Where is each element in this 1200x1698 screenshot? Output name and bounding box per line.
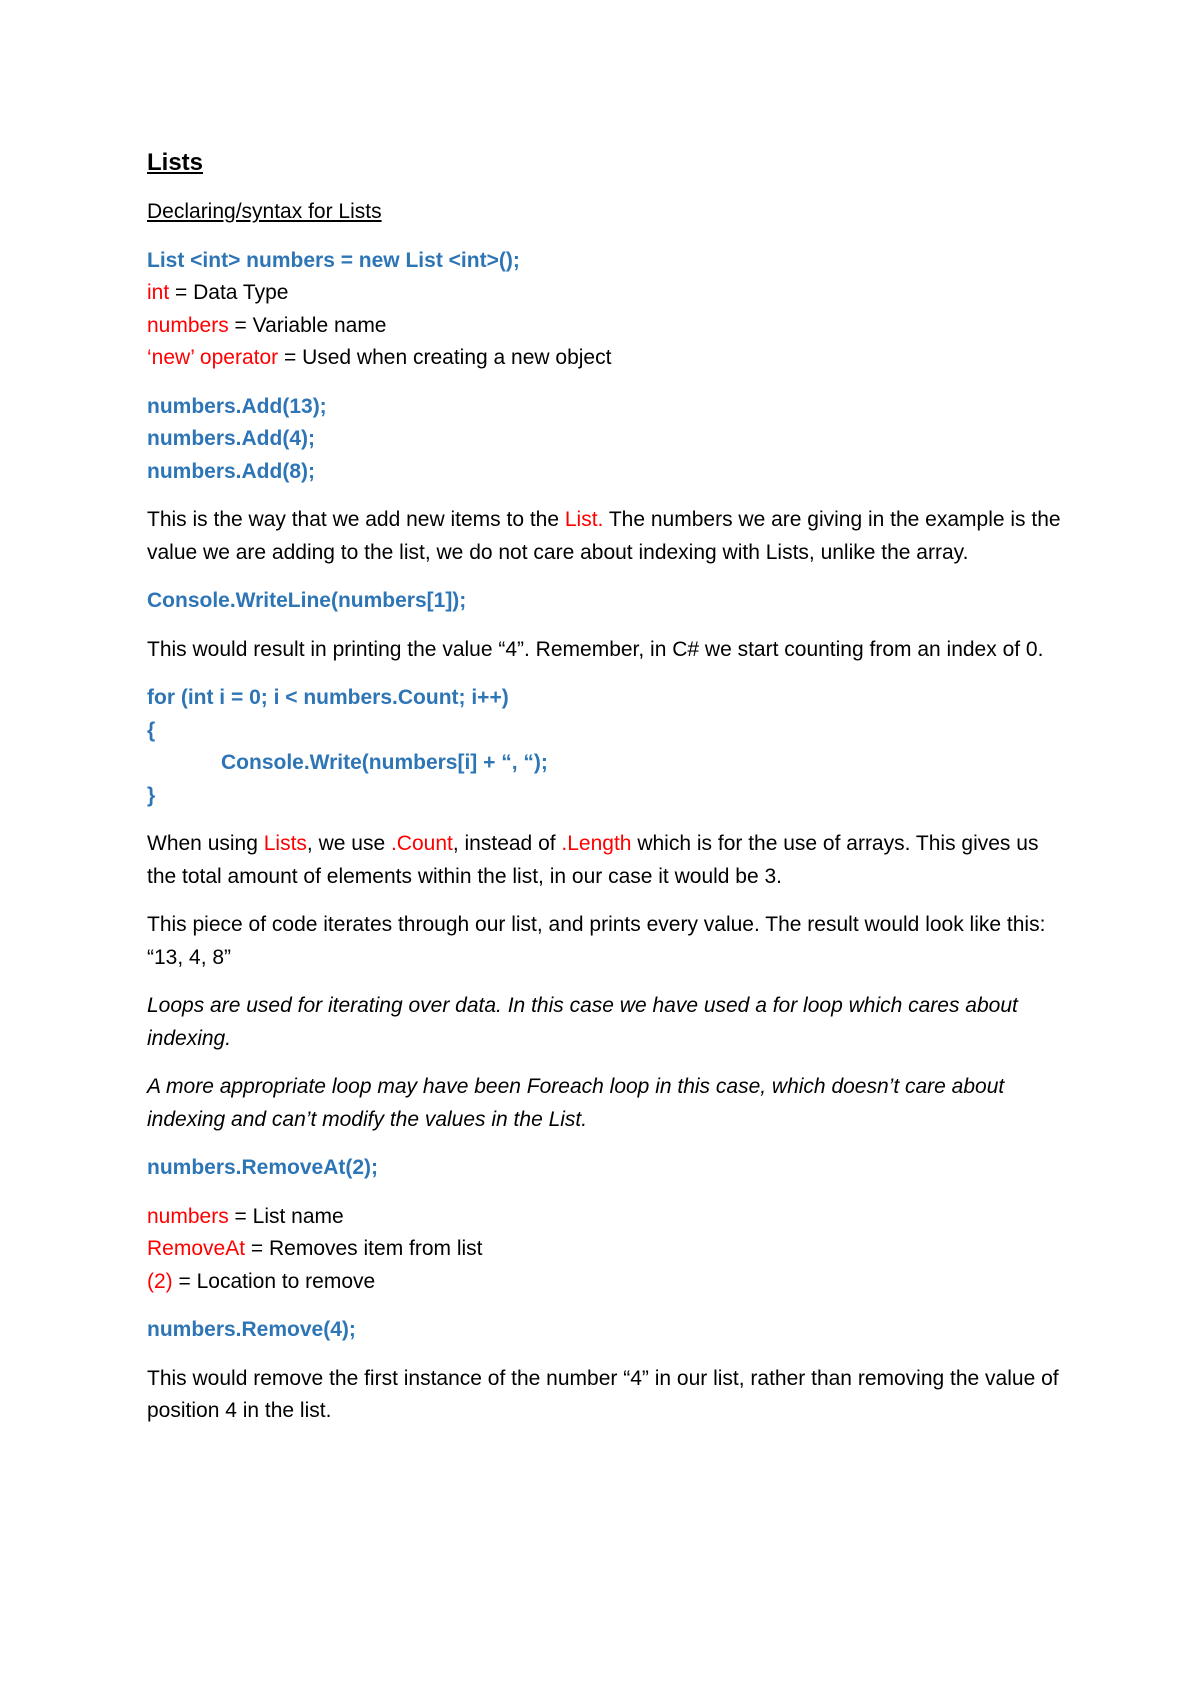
desc-location: = Location to remove [172, 1269, 376, 1293]
code-line: numbers.Add(8); [147, 459, 315, 483]
iterate-paragraph: This piece of code iterates through our list, and prints every value. The result would look like this: “13, 4, 8” [147, 913, 1046, 969]
removeat-definitions [147, 1201, 1067, 1299]
paragraph-text: The numbers we are giving in the example is the value we are adding to the list, we do not care about indexing with Lists, unlike the array. [147, 508, 1061, 564]
code-line: Console.Write(numbers[i] + “, “); [221, 751, 548, 774]
code-line: numbers.Add(13); [147, 394, 327, 418]
definition-removeat [147, 1233, 1067, 1266]
page-title: Lists [147, 149, 204, 176]
paragraph-text: When using [147, 832, 264, 855]
remove-paragraph: This would remove the first instance of the number “4” in our list, rather than removing the value of position 4 in the list. [147, 1366, 1059, 1422]
desc-new-operator: = Used when creating a new object [278, 346, 612, 369]
keyword-count: .Count [390, 832, 453, 855]
term-new-operator: ‘new’ operator [147, 346, 279, 369]
code-line: } [147, 783, 156, 807]
removeat-code: numbers.RemoveAt(2); [147, 1156, 379, 1179]
paragraph-text: , instead of [452, 832, 562, 855]
keyword-list: List. [564, 508, 604, 531]
for-loop-code [147, 682, 1067, 812]
term-numbers: numbers [147, 1204, 229, 1228]
definition-numbers [147, 310, 1067, 343]
code-line: { [147, 718, 156, 742]
add-paragraph [147, 504, 1067, 569]
keyword-lists: Lists [263, 832, 307, 855]
keyword-length: .Length [561, 832, 632, 855]
code-line: numbers.Add(4); [147, 427, 315, 450]
desc-numbers: = Variable name [228, 313, 387, 337]
loops-note: Loops are used for iterating over data. In this case we have used a for loop which cares about indexing. [147, 994, 1018, 1050]
definition-new-operator [147, 342, 1067, 375]
document-page [147, 146, 1067, 1428]
count-paragraph [147, 828, 1067, 893]
paragraph-text: which is for the use of arrays. This gives us the total amount of elements within the list, in our case it would be 3. [147, 832, 1039, 888]
desc-int: = Data Type [169, 281, 289, 304]
section-heading: Declaring/syntax for Lists [147, 200, 382, 223]
definition-int [147, 277, 1067, 310]
declaration-block [147, 245, 1067, 375]
term-removeat: RemoveAt [147, 1237, 246, 1260]
paragraph-text: This is the way that we add new items to the [147, 508, 565, 531]
term-int: int [147, 281, 170, 304]
declaration-code: List <int> numbers = new List <int>(); [147, 248, 520, 272]
term-numbers: numbers [147, 313, 229, 337]
desc-removeat: = Removes item from list [245, 1237, 483, 1260]
desc-list-name: = List name [228, 1204, 344, 1228]
paragraph-text: , we use [306, 832, 391, 855]
term-location: (2) [147, 1269, 173, 1293]
add-code-block [147, 391, 1067, 489]
remove-code: numbers.Remove(4); [147, 1318, 356, 1341]
definition-location [147, 1266, 1067, 1299]
code-line: for (int i = 0; i < numbers.Count; i++) [147, 686, 509, 709]
definition-list-name [147, 1201, 1067, 1234]
writeline-code: Console.WriteLine(numbers[1]); [147, 589, 467, 612]
writeline-paragraph: This would result in printing the value “4”. Remember, in C# we start counting from an index of 0. [147, 637, 1044, 661]
foreach-note: A more appropriate loop may have been Foreach loop in this case, which doesn’t care about indexing and can’t modify the values in the List. [147, 1075, 1005, 1131]
